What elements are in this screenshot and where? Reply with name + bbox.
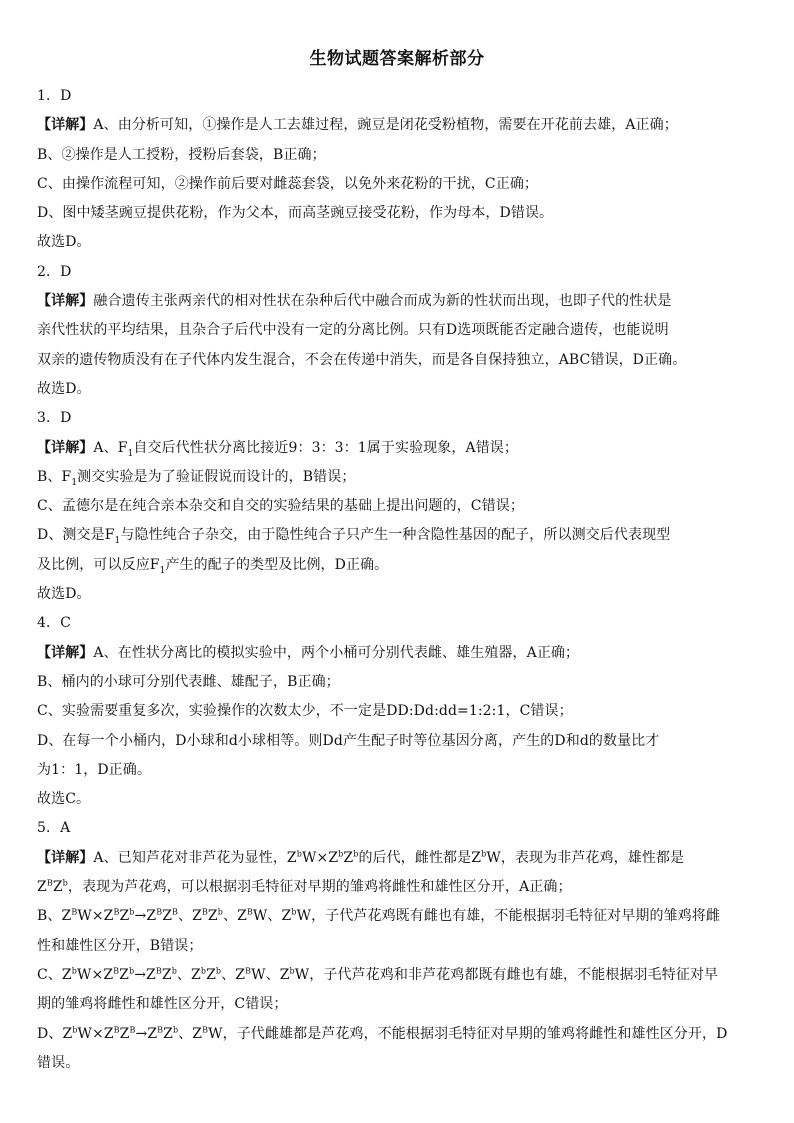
explanation-line: 错误。 — [37, 1054, 80, 1071]
detail-tag: 【详解】 — [37, 439, 94, 456]
answer-label: 1．D — [37, 88, 72, 104]
explanation-line: 及比例，可以反应$F_1$产生的配子的类型及比例，D正确。 — [37, 556, 389, 576]
explanation-line: B、$F_1$测交实验是为了验证假说而设计的，B错误； — [37, 468, 356, 488]
conclusion-line: 故选D。 — [37, 380, 91, 397]
detail-tag: 【详解】 — [37, 644, 94, 661]
explanation-line: 【详解】A、已知芦花对非芦花为显性，$Z^bW\times Z^bZ^b$的后代，雌性都是$Z^bW$，表现为非芦花鸡，雄性都是 — [37, 849, 685, 866]
explanation-line: D、测交是$F_1$与隐性纯合子杂交，由于隐性纯合子只产生一种含隐性基因的配子，所以测交后代表现型 — [37, 527, 671, 547]
explanation-line: 为1：1，D正确。 — [37, 761, 151, 778]
explanation-line: B、桶内的小球可分别代表雌、雄配子，B正确； — [37, 673, 340, 690]
explanation-line: B、②操作是人工授粉，授粉后套袋，B正确； — [37, 146, 326, 163]
conclusion-line: 故选D。 — [37, 234, 91, 251]
explanation-line: D、在每一个小桶内，D小球和d小球相等。则Dd产生配子时等位基因分离，产生的D和d的数量比才 — [37, 732, 660, 749]
explanation-line: C、孟德尔是在纯合亲本杂交和自交的实验结果的基础上提出问题的，C错误； — [37, 498, 524, 515]
explanation-line: 【详解】A、由分析可知，①操作是人工去雄过程，豌豆是闭花受粉植物，需要在开花前去雄，A正确； — [37, 117, 678, 134]
answer-label: 2．D — [37, 263, 72, 280]
explanation-line: 【详解】融合遗传主张两亲代的相对性状在杂种后代中融合而成为新的性状而出现，也即子代的性状是 — [37, 293, 672, 310]
conclusion-line: 故选C。 — [37, 791, 91, 808]
explanation-line: C、由操作流程可知，②操作前后要对雌蕊套袋，以免外来花粉的干扰，C正确； — [37, 175, 539, 192]
explanation-line: C、$Z^bW\times Z^BZ^b\to Z^BZ^b$、$Z^bZ^b$、$Z^BW$、$Z^bW$，子代芦花鸡和非芦花鸡都既有雌也有雄，不能根据羽毛特征对早 — [37, 966, 719, 983]
explanation-line: 【详解】A、$F_1$自交后代性状分离比接近9：3：3：1属于实验现象，A错误； — [37, 439, 518, 459]
conclusion-line: 故选D。 — [37, 586, 91, 603]
explanation-line: 期的雏鸡将雌性和雄性区分开，C错误； — [37, 996, 288, 1013]
answer-content — [37, 82, 759, 1078]
detail-tag: 【详解】 — [37, 293, 94, 310]
explanation-line: B、$Z^BW\times Z^BZ^b\to Z^BZ^B$、$Z^BZ^b$、$Z^BW$、$Z^bW$，子代芦花鸡既有雌也有雄，不能根据羽毛特征对早期的雏鸡将雌 — [37, 907, 720, 925]
page-title: 生物试题答案解析部分 — [309, 49, 485, 69]
explanation-line: 双亲的遗传物质没有在子代体内发生混合，不会在传递中消失，而是各自保持独立，ABC错误，D正确。 — [37, 351, 687, 368]
explanation-line: 亲代性状的平均结果，且杂合子后代中没有一定的分离比例。只有D选项既能否定融合遗传，也能说明 — [37, 322, 669, 339]
answer-label: 3．D — [37, 410, 72, 427]
detail-tag: 【详解】 — [37, 117, 94, 134]
explanation-line: D、图中矮茎豌豆提供花粉，作为父本，而高茎豌豆接受花粉，作为母本，D错误。 — [37, 205, 554, 222]
answer-label: 5．A — [37, 820, 71, 837]
detail-tag: 【详解】 — [37, 849, 94, 866]
explanation-line: 性和雄性区分开，B错误； — [37, 937, 203, 954]
explanation-line: C、实验需要重复多次，实验操作的次数太少，不一定是DD:Dd:dd=1:2:1，C错误； — [37, 703, 573, 720]
explanation-line: 【详解】A、在性状分离比的模拟实验中，两个小桶可分别代表雌、雄生殖器，A正确； — [37, 644, 580, 661]
explanation-line: D、$Z^bW\times Z^BZ^B\to Z^BZ^b$、$Z^BW$，子代雌雄都是芦花鸡，不能根据羽毛特征对早期的雏鸡将雌性和雄性区分开，D — [37, 1024, 728, 1042]
explanation-line: $Z^BZ^b$，表现为芦花鸡，可以根据羽毛特征对早期的雏鸡将雌性和雄性区分开，A正确； — [37, 878, 572, 896]
answer-label: 4．C — [37, 615, 71, 632]
